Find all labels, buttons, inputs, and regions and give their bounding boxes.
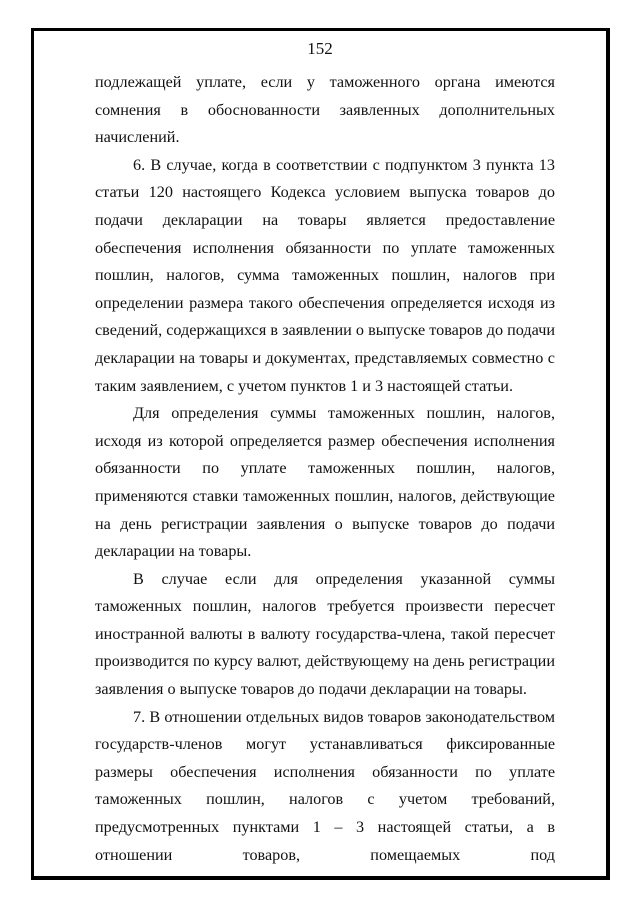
paragraph-currency: В случае если для определения указанной суммы таможенных пошлин, налогов требуется произвести пересчет иностранной валюты в валюту государства-члена, такой пересчет производится по курсу валют, действующему на день регистрации заявления о выпуске товаров до подачи декларации на товары. — [95, 569, 555, 699]
page-frame — [31, 28, 610, 880]
paragraph-rates: Для определения суммы таможенных пошлин, налогов, исходя из которой определяется размер обеспечения исполнения обязанности по уплате таможенных пошлин, налогов, применяются ставки таможенных пошлин, налогов, действующие на день регистрации заявления о выпуске товаров до подачи декларации на товары. — [95, 404, 555, 561]
paragraph-item-7: 7. В отношении отдельных видов товаров законодательством государств-членов могут устанавливаться фиксированные размеры обеспечения исполнения обязанности по уплате таможенных пошлин, налогов с учетом требований, предусмотренных пунктами 1 – 3 настоящей статьи, а в отношении товаров, помещаемых под — [95, 707, 555, 864]
paragraph-continuation: подлежащей уплате, если у таможенного органа имеются сомнения в обоснованности заявленных дополнительных начислений. — [95, 73, 555, 147]
page-number: 152 — [307, 39, 333, 58]
paragraph-item-6: 6. В случае, когда в соответствии с подпунктом 3 пункта 13 статьи 120 настоящего Кодекса условием выпуска товаров до подачи декларации на товары является предоставление обеспечения исполнения обязанности по уплате таможенных пошлин, налогов, сумма таможенных пошлин, налогов при определении размера такого обеспечения определяется исходя из сведений, содержащихся в заявлении о выпуске товаров до подачи декларации на товары и документах, представляемых совместно с таким заявлением, с учетом пунктов 1 и 3 настоящей статьи. — [95, 155, 555, 395]
document-body — [95, 69, 555, 869]
